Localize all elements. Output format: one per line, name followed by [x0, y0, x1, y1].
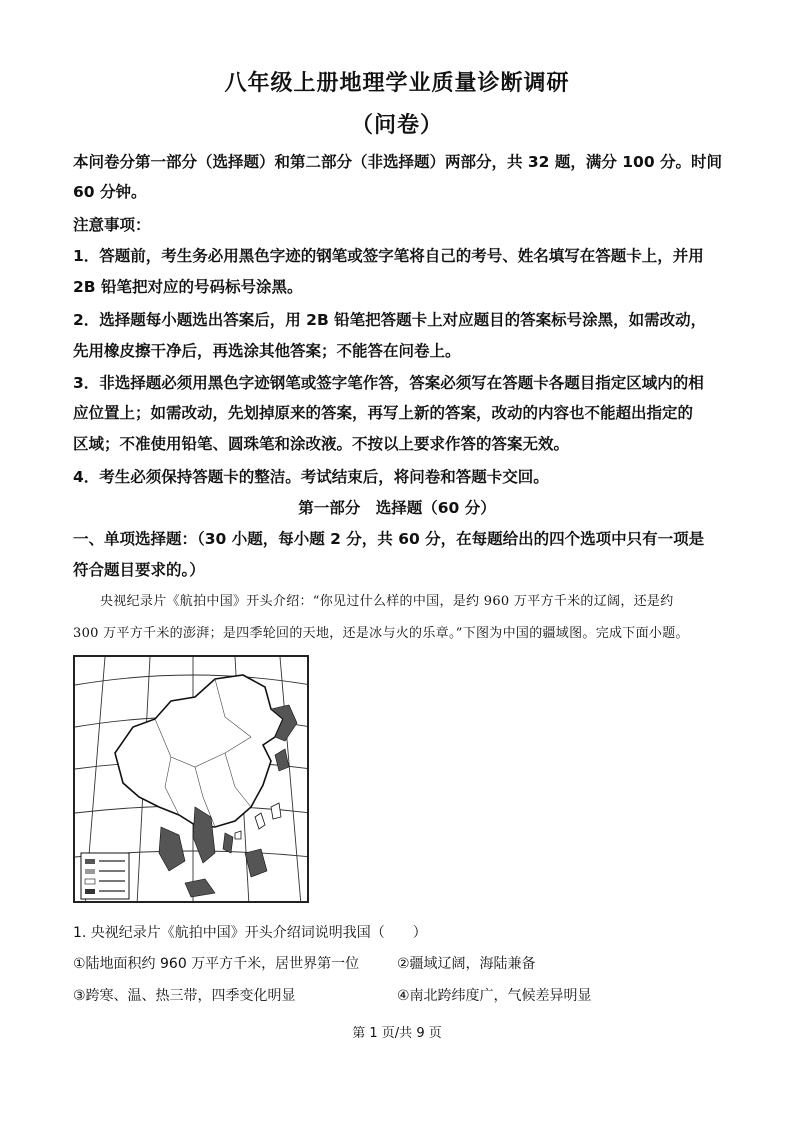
page-title: 八年级上册地理学业质量诊断调研 — [224, 70, 570, 96]
section-heading: 一、单项选择题：（30 小题，每小题 2 分，共 60 分，在每题给出的四个选项中只有一项是 — [73, 530, 705, 548]
question-1-stem: 1. 央视纪录片《航拍中国》开头介绍词说明我国（ ） — [73, 925, 427, 941]
notice-item-1: 1．答题前，考生务必用黑色字迹的钢笔或签字笔将自己的考号、姓名填写在答题卡上，并用 — [73, 247, 704, 265]
notice-heading: 注意事项： — [73, 216, 151, 234]
question-1-option-2: ②疆域辽阔，海陆兼备 — [397, 956, 536, 972]
notice-item-3: 3．非选择题必须用黑色字迹钢笔或签字笔作答，答案必须写在答题卡各题目指定区域内的相 — [73, 374, 704, 392]
question-1-option-4: ④南北跨纬度广，气候差异明显 — [397, 988, 592, 1004]
section-heading-cont: 符合题目要求的。） — [73, 561, 205, 579]
notice-item-3-cont: 区域；不准使用铅笔、圆珠笔和涂改液。不按以上要求作答的答案无效。 — [73, 435, 570, 453]
china-territory-map — [73, 655, 309, 903]
notice-item-2: 2．选择题每小题选出答案后，用 2B 铅笔把答题卡上对应题目的答案标号涂黑，如需改动， — [73, 311, 707, 329]
notice-item-3-cont: 应位置上；如需改动，先划掉原来的答案，再写上新的答案，改动的内容也不能超出指定的 — [73, 404, 694, 422]
notice-item-4: 4．考生必须保持答题卡的整洁。考试结束后，将问卷和答题卡交回。 — [73, 468, 549, 486]
notice-item-1-cont: 2B 铅笔把对应的号码标号涂黑。 — [73, 278, 303, 296]
notice-item-2-cont: 先用橡皮擦干净后，再选涂其他答案；不能答在问卷上。 — [73, 342, 461, 360]
question-1-option-1: ①陆地面积约 960 万平方千米，居世界第一位 — [73, 956, 360, 972]
passage-line: 300 万平方千米的澎湃；是四季轮回的天地，还是冰与火的乐章。”下图为中国的疆域图。完成下面小题。 — [73, 626, 689, 641]
page-number: 第 1 页/共 9 页 — [352, 1026, 442, 1041]
passage-line: 央视纪录片《航拍中国》开头介绍：“你见过什么样的中国，是约 960 万平方千米的辽阔，还是约 — [100, 594, 674, 609]
question-1-option-3: ③跨寒、温、热三带，四季变化明显 — [73, 988, 296, 1004]
instruction-line: 本问卷分第一部分（选择题）和第二部分（非选择题）两部分，共 32 题，满分 100 分。时间 — [73, 153, 723, 171]
instruction-line: 60 分钟。 — [73, 183, 147, 201]
part1-heading: 第一部分 选择题（60 分） — [298, 499, 496, 517]
page-subtitle: （问卷） — [350, 112, 443, 138]
